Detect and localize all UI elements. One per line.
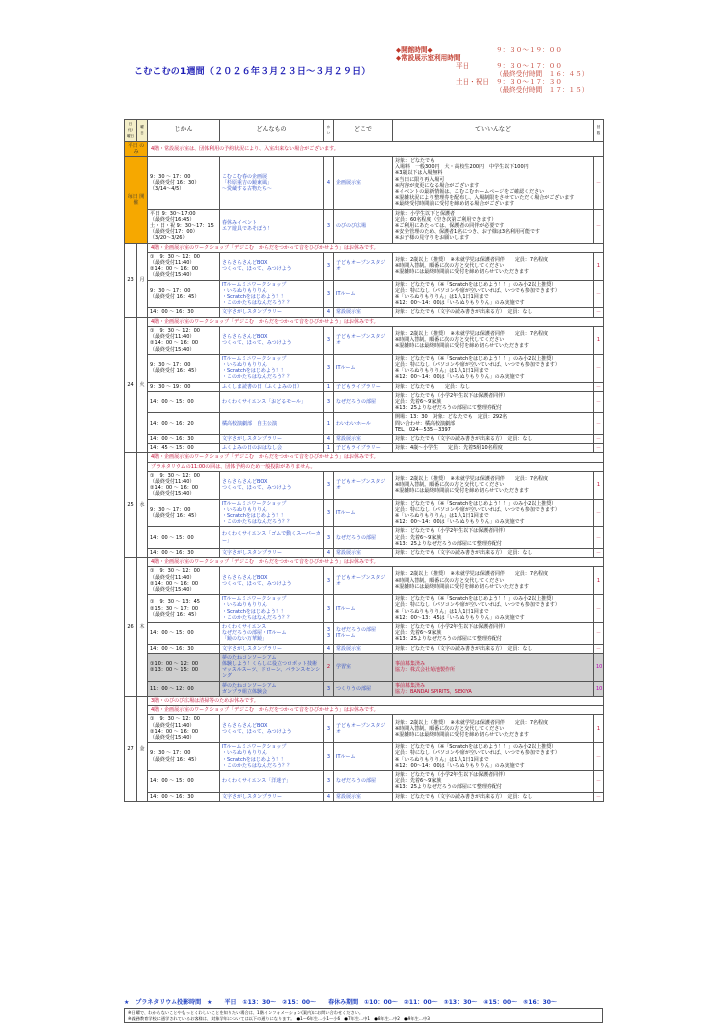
- table-row: [125, 382, 604, 391]
- event-title: ITルームミニワークショップ ・いろぬりもりりん ・Scratchをはじめよう！！ ・このかたちはなんだろう？？: [220, 354, 324, 382]
- day-of-week: 火: [137, 317, 148, 453]
- event-floor: 4: [324, 308, 334, 317]
- top-notice: 4階・常設展示室は、団体利用の予約状況により、入室出来ない場合がございます。: [148, 141, 604, 156]
- table-row: [125, 595, 604, 623]
- event-time: 9：30 ～ 17：00 （最終受付 16：30） （3/14～4/5）: [148, 157, 220, 210]
- event-details: 対象：2歳以上（推奨） ※未就学児は保護者同伴 定員：7名程度 ※時間入替制。順番に次の方と交代してください ※混雑時には最終時間前に受付を締め切らせていただきます: [393, 471, 594, 499]
- event-place: つくりうの部屋: [334, 681, 393, 696]
- event-details: 対象：どなたでも（文字の読み書きが出来る方） 定員：なし: [393, 434, 594, 443]
- event-place: なぜだろうの部屋: [334, 527, 393, 549]
- event-time: ① 9：30 ～ 13：45 ②15：30 ～ 17：00 （最終受付 16：45）: [148, 595, 220, 623]
- day-notice-row: [125, 317, 604, 326]
- table-row: [125, 681, 604, 696]
- event-floor: 3: [324, 527, 334, 549]
- event-floor: 3: [324, 209, 334, 243]
- event-count: －: [594, 527, 604, 549]
- event-title: わくわくサイエンス「ゴムで動くスーパーカー」: [220, 527, 324, 549]
- event-count: －: [594, 499, 604, 527]
- event-details: 事前募集済み 協力：BANDAI SPIRITS，SEKIYA: [393, 681, 594, 696]
- event-time: ①10：00 ～ 12：00 ②13：00 ～ 15：00: [148, 653, 220, 681]
- event-time: 14：00 ～ 16：30: [148, 644, 220, 653]
- event-title: ITルームミニワークショップ ・いろぬりもりりん ・Scratchをはじめよう！！ ・このかたちはなんだろう？？: [220, 280, 324, 308]
- event-place: 子どもオープンスタジオ: [334, 715, 393, 743]
- table-row: [125, 743, 604, 771]
- event-time: 9：30 ～ 17：00 （最終受付 16：45）: [148, 280, 220, 308]
- event-place: のびのび広場: [334, 209, 393, 243]
- event-time: 9：30 ～ 17：00 （最終受付 16：45）: [148, 499, 220, 527]
- event-floor: 3: [324, 715, 334, 743]
- event-count: 1: [594, 715, 604, 743]
- event-floor: 1: [324, 382, 334, 391]
- table-row: [125, 527, 604, 549]
- event-time: 14：00 ～ 16：30: [148, 548, 220, 557]
- event-count: －: [594, 743, 604, 771]
- event-place: 学習室: [334, 653, 393, 681]
- day-of-week: 水: [137, 453, 148, 558]
- open-hours-label: ◆開館時間◆: [396, 46, 433, 54]
- holiday-hours: ９：３０～１７：３０: [496, 78, 562, 86]
- daily-label: 毎日 開催: [125, 157, 148, 244]
- event-time: 平日 9：30～17:00 （最終受付16:45） 土・日・祝 9：30～17：15 （最終受付17：00） （3/20～3/26）: [148, 209, 220, 243]
- room-hours-label: ◆常設展示室利用時間: [396, 54, 461, 62]
- event-title: こむこむ春の企画展 「杉原重吉の鏡東風」 ～愛蔵する古物たち～: [220, 157, 324, 210]
- event-time: 14：00 ～ 15：00: [148, 623, 220, 645]
- event-title: ITルームミニワークショップ ・いろぬりもりりん ・Scratchをはじめよう！！ ・このかたちはなんだろう？？: [220, 595, 324, 623]
- event-details: 対象：2歳以上（推奨） ※未就学児は保護者同伴 定員：7名程度 ※時間入替制。順番に次の方と交代してください ※混雑時には最終時間前に受付を締め切らせていただきます: [393, 715, 594, 743]
- event-count: －: [594, 595, 604, 623]
- table-row: [125, 567, 604, 595]
- event-floor: 3: [324, 391, 334, 413]
- event-place: 子どもオープンスタジオ: [334, 567, 393, 595]
- event-details: 対象：どなたでも（※「Scratchをはじめよう！！」のみ小2以上推奨） 定員：特になし（パソコンや席が空いていれば、いつでも参加できます） ※「いろぬりもりりん」は1人1日1回まで ※12：00～14：00は「いろぬりもりりん」のみ実施です: [393, 743, 594, 771]
- day-notice: プラネタリウムの11:00の回は、団体予約のため一般投影がありません。: [148, 462, 604, 471]
- weekday-only-label: 平日 のみ: [125, 141, 148, 156]
- table-row: [125, 444, 604, 453]
- day-of-week: 木: [137, 558, 148, 697]
- day-notice-row: [125, 453, 604, 462]
- event-details: 開場：13：30 対象：どなたでも 定員：292名 問い合わせ：橘高校演劇部 TEL．024－535－3397: [393, 413, 594, 435]
- weekday-hours: ９：３０～１７：００: [496, 62, 562, 70]
- event-details: 対象：小学生以下と保護者 定員：60名程度（空き次第ご利用できます） ※ご利用にあたっては、保護者の同伴が必要です ※安全管理のため、保護者1名につき、お子様は3名利用可能です ※お子様の見守りをお願いします: [393, 209, 594, 243]
- event-title: ITルームミニワークショップ ・いろぬりもりりん ・Scratchをはじめよう！！ ・このかたちはなんだろう？？: [220, 499, 324, 527]
- event-place: 子どもライブラリー: [334, 382, 393, 391]
- event-count: －: [594, 209, 604, 243]
- weekday-label: 平日: [456, 62, 470, 70]
- table-row: [125, 157, 604, 210]
- event-time: 14：45 ～ 15：00: [148, 444, 220, 453]
- event-title: 文字さがしスタンプラリー: [220, 792, 324, 801]
- event-title: さらさらさんどBOX つくって、ほって、みつけよう: [220, 567, 324, 595]
- event-details: 対象：どなたでも（※「Scratchをはじめよう！！」のみ小2以上推奨） 定員：特になし（パソコンや席が空いていれば、いつでも参加できます） ※「いろぬりもりりん」は1人1日1回まで ※12：00～14：00は「いろぬりもりりん」のみ実施です: [393, 280, 594, 308]
- event-floor: 3: [324, 595, 334, 623]
- event-place: 常設展示室: [334, 434, 393, 443]
- day-notice-row: [125, 462, 604, 471]
- table-row: [125, 413, 604, 435]
- event-count: 10: [594, 653, 604, 681]
- event-floor: 3: [324, 471, 334, 499]
- event-details: 対象：どなたでも（※「Scratchをはじめよう！！」のみ小2以上推奨） 定員：特になし（パソコンや席が空いていれば、いつでも参加できます） ※「いろぬりもりりん」は1人1日1回まで ※12：00～14：00は「いろぬりもりりん」のみ実施です: [393, 499, 594, 527]
- table-row: [125, 644, 604, 653]
- event-title: ふくよみの日のおはなし会: [220, 444, 324, 453]
- event-floor: 3: [324, 354, 334, 382]
- day-notice: 4階・企画展示室のワークショップ「デジこむ からだをつかって音をひびかせよう」はお休みです。: [148, 243, 604, 252]
- table-row: [125, 548, 604, 557]
- event-time: 9：30 ～ 17：00 （最終受付 16：45）: [148, 743, 220, 771]
- event-details: 対象：どなたでも（※「Scratchをはじめよう！！」のみ小2以上推奨） 定員：特になし（パソコンや席が空いていれば、いつでも参加できます） ※「いろぬりもりりん」は1人1日1回まで ※12：00～13：45は「いろぬりもりりん」のみ実施です: [393, 595, 594, 623]
- header-how: ていいんなど: [393, 120, 594, 142]
- event-count: －: [594, 280, 604, 308]
- table-row: [125, 326, 604, 354]
- day-notice: 4階・企画展示室のワークショップ「デジこむ からだをつかって音をひびかせよう」はお休みです。: [148, 317, 604, 326]
- event-title: 春休みイベント エア遊具であそぼう！: [220, 209, 324, 243]
- event-place: ITルーム: [334, 280, 393, 308]
- day-notice: 4階・企画展示室のワークショップ「デジこむ からだをつかって音をひびかせよう」はお休みです。: [148, 558, 604, 567]
- event-time: 14：00 ～ 16：30: [148, 308, 220, 317]
- event-title: 橘高校演劇部 自主公演: [220, 413, 324, 435]
- event-count: －: [594, 382, 604, 391]
- table-row: [125, 391, 604, 413]
- event-place: 子どもライブラリー: [334, 444, 393, 453]
- day-number: 27: [125, 697, 137, 802]
- event-place: なぜだろうの部屋: [334, 391, 393, 413]
- event-title: さらさらさんどBOX つくって、ほって、みつけよう: [220, 326, 324, 354]
- event-title: 文字さがしスタンプラリー: [220, 548, 324, 557]
- day-notice-row: [125, 243, 604, 252]
- event-floor: 3 3: [324, 623, 334, 645]
- event-place: ITルーム: [334, 499, 393, 527]
- event-title: わくわくサイエンス「洋迷子」: [220, 771, 324, 793]
- event-details: 対象：どなたでも（文字の読み書きが出来る方） 定員：なし: [393, 644, 594, 653]
- event-place: ITルーム: [334, 743, 393, 771]
- event-count: －: [594, 308, 604, 317]
- event-time: ① 9：30 ～ 12：00 （最終受付11:40） ②14：00 ～ 16：00 （最終受付15:40）: [148, 471, 220, 499]
- day-notice-row: [125, 697, 604, 706]
- event-details: 対象：どなたでも（文字の読み書きが出来る方） 定員：なし: [393, 548, 594, 557]
- event-place: 企画展示室: [334, 157, 393, 210]
- day-number: 26: [125, 558, 137, 697]
- event-details: 対象：どなたでも 入場料 一般300円 大・高校生200円 中学生以下100円 ※3歳以下は入場無料 ※当日に限り再入場可 ※内容が変更になる場合がございます ※イベントの最新情報は、こむこむホームページをご確認ください ※混雑状況により整理券を配布し、入場制限をさせていただく場合がございます ※最終受付時間前に受付を締め切る場合がございます: [393, 157, 594, 210]
- event-time: 14：00 ～ 16：30: [148, 792, 220, 801]
- event-details: 対象：どなたでも（小学2年生以下は保護者同伴） 定員：先着6～9家族 ※13：25よりなぜだろうの部屋にて整理券配付: [393, 527, 594, 549]
- event-floor: 3: [324, 743, 334, 771]
- event-details: 対象：2歳以上（推奨） ※未就学児は保護者同伴 定員：7名程度 ※時間入替制。順番に次の方と交代してください ※混雑時には最終時間前に受付を締め切らせていただきます: [393, 326, 594, 354]
- table-row: [125, 308, 604, 317]
- planetarium-times: ★ プラネタリウム投影時間 ★ 平日 ①13：30～ ②15：00～ 春休み期間 ①10：00～ ②11：00～ ③13：30～ ④15：00～ ⑤16：30～: [124, 999, 557, 1006]
- day-number: 24: [125, 317, 137, 453]
- day-number: 25: [125, 453, 137, 558]
- event-time: ① 9：30 ～ 12：00 （最終受付11:40） ②14：00 ～ 16：00 （最終受付15:40）: [148, 252, 220, 280]
- event-place: なぜだろうの部屋 ITルーム: [334, 623, 393, 645]
- holiday-last-entry: （最終受付時間 １７：１５）: [496, 86, 589, 94]
- header-count: 回数: [594, 120, 604, 142]
- event-count: 10: [594, 681, 604, 696]
- event-time: 9：30 ～ 17：00 （最終受付 16：45）: [148, 354, 220, 382]
- table-row: [125, 792, 604, 801]
- event-floor: 2: [324, 653, 334, 681]
- day-of-week: 金: [137, 697, 148, 802]
- header-date: 日付/曜日: [125, 120, 137, 142]
- event-place: ITルーム: [334, 354, 393, 382]
- event-title: さらさらさんどBOX つくって、ほって、みつけよう: [220, 471, 324, 499]
- open-hours-value: ９：３０～１９：００: [496, 46, 562, 54]
- event-count: －: [594, 771, 604, 793]
- weekday-last-entry: （最終受付時間 １６：４５）: [496, 70, 589, 78]
- event-count: 1: [594, 567, 604, 595]
- day-notice-row: [125, 558, 604, 567]
- table-row: [125, 209, 604, 243]
- event-time: 9：30 ～ 19：00: [148, 382, 220, 391]
- event-count: －: [594, 444, 604, 453]
- table-header-row: [125, 120, 604, 142]
- event-place: 常設展示室: [334, 548, 393, 557]
- event-count: －: [594, 354, 604, 382]
- event-place: わいわいホール: [334, 413, 393, 435]
- event-place: 子どもオープンスタジオ: [334, 252, 393, 280]
- event-floor: 4: [324, 548, 334, 557]
- event-count: －: [594, 391, 604, 413]
- day-number: 23: [125, 243, 137, 317]
- event-details: 対象：4歳～小学生 定員：先着5組10名程度: [393, 444, 594, 453]
- event-details: 対象：どなたでも（※「Scratchをはじめよう！！」のみ小2以上推奨） 定員：特になし（パソコンや席が空いていれば、いつでも参加できます） ※「いろぬりもりりん」は1人1日1回まで ※12：00～14：00は「いろぬりもりりん」のみ実施です: [393, 354, 594, 382]
- event-floor: 1: [324, 413, 334, 435]
- event-title: 文字さがしスタンプラリー: [220, 644, 324, 653]
- header-time: じかん: [148, 120, 220, 142]
- event-time: 14：00 ～ 15：00: [148, 527, 220, 549]
- footer-notes: [124, 1008, 603, 1023]
- event-floor: 3: [324, 280, 334, 308]
- table-row: [125, 653, 604, 681]
- event-details: 対象：どなたでも（小学2年生以下は保護者同伴） 定員：先着6～9家族 ※13：25よりなぜだろうの部屋にて整理券配付: [393, 391, 594, 413]
- event-title: 文字さがしスタンプラリー: [220, 434, 324, 443]
- table-row: [125, 471, 604, 499]
- day-notice-row: [125, 706, 604, 715]
- event-time: 14：00 ～ 15：00: [148, 771, 220, 793]
- event-time: 14：00 ～ 16：30: [148, 434, 220, 443]
- header-floor: かい: [324, 120, 334, 142]
- event-details: 対象：どなたでも（文字の読み書きが出来る方） 定員：なし: [393, 308, 594, 317]
- event-title: 文字さがしスタンプラリー: [220, 308, 324, 317]
- event-floor: 4: [324, 644, 334, 653]
- page-title: こむこむの1週間（２０２６年３月２３日～３月２９日）: [134, 67, 371, 77]
- event-place: 子どもオープンスタジオ: [334, 471, 393, 499]
- day-notice: 4階・企画展示室のワークショップ「デジこむ からだをつかって音をひびかせよう」はお休みです。: [148, 706, 604, 715]
- event-floor: 4: [324, 434, 334, 443]
- event-floor: 3: [324, 771, 334, 793]
- event-floor: 4: [324, 157, 334, 210]
- event-floor: 4: [324, 792, 334, 801]
- event-details: 対象：どなたでも（小学2年生以下は保護者同伴） 定員：先着6～9家族 ※13：25よりなぜだろうの部屋にて整理券配付: [393, 623, 594, 645]
- event-count: 1: [594, 252, 604, 280]
- holiday-label: 土日・祝日: [456, 78, 489, 86]
- table-row: [125, 771, 604, 793]
- event-floor: 3: [324, 499, 334, 527]
- event-details: 事前募集済み 協力：株式会社菊池製作所: [393, 653, 594, 681]
- event-place: 常設展示室: [334, 308, 393, 317]
- event-floor: 1: [324, 444, 334, 453]
- table-row: [125, 252, 604, 280]
- event-details: 対象：どなたでも 定員：なし: [393, 382, 594, 391]
- header-where: どこで: [334, 120, 393, 142]
- table-row: [125, 354, 604, 382]
- table-row: [125, 434, 604, 443]
- event-floor: 3: [324, 252, 334, 280]
- event-count: －: [594, 413, 604, 435]
- event-details: 対象：どなたでも（文字の読み書きが出来る方） 定員：なし: [393, 792, 594, 801]
- event-place: ITルーム: [334, 595, 393, 623]
- event-floor: 3: [324, 681, 334, 696]
- header-what: どんなもの: [220, 120, 324, 142]
- event-time: ① 9：30 ～ 12：00 （最終受付11:40） ②14：00 ～ 16：00 （最終受付15:40）: [148, 326, 220, 354]
- event-count: －: [594, 792, 604, 801]
- table-row: [125, 499, 604, 527]
- event-count: －: [594, 623, 604, 645]
- event-title: わくわくサイエンス「おどるモール」: [220, 391, 324, 413]
- header-dow: 曜日: [137, 120, 148, 142]
- event-count: －: [594, 157, 604, 210]
- event-count: －: [594, 434, 604, 443]
- event-details: 対象：2歳以上（推奨） ※未就学児は保護者同伴 定員：7名程度 ※時間入替制。順番に次の方と交代してください ※混雑時には最終時間前に受付を締め切らせていただきます: [393, 252, 594, 280]
- event-details: 対象：どなたでも（小学2年生以下は保護者同伴） 定員：先着6～9家族 ※13：25よりなぜだろうの部屋にて整理券配付: [393, 771, 594, 793]
- event-floor: 3: [324, 326, 334, 354]
- event-time: ① 9：30 ～ 12：00 （最終受付11:40） ②14：00 ～ 16：00 （最終受付15:40）: [148, 567, 220, 595]
- event-time: 11：00 ～ 12：00: [148, 681, 220, 696]
- table-row: [125, 280, 604, 308]
- event-place: 子どもオープンスタジオ: [334, 326, 393, 354]
- event-title: さらさらさんどBOX つくって、ほって、みつけよう: [220, 715, 324, 743]
- table-row: [125, 623, 604, 645]
- event-count: －: [594, 644, 604, 653]
- day-notice: 3階・のびのび広場は清掃等のためお休みです。: [148, 697, 604, 706]
- event-count: 1: [594, 326, 604, 354]
- event-title: さらさらさんどBOX つくって、ほって、みつけよう: [220, 252, 324, 280]
- footer-note-2: ※義務教育学校に通学されているお客様は、対象学年については以下の通りになります。 ●1～6年生…小1～小6 ●7年生…中1 ●8年生…中2 ●9年生…中3: [128, 1015, 430, 1021]
- event-floor: 3: [324, 567, 334, 595]
- event-time: ① 9：30 ～ 12：00 （最終受付11:40） ②14：00 ～ 16：00 （最終受付15:40）: [148, 715, 220, 743]
- top-notice-row: [125, 141, 604, 156]
- event-count: －: [594, 548, 604, 557]
- event-place: なぜだろうの部屋: [334, 771, 393, 793]
- event-count: 1: [594, 471, 604, 499]
- table-row: [125, 715, 604, 743]
- event-details: 対象：2歳以上（推奨） ※未就学児は保護者同伴 定員：7名程度 ※時間入替制。順番に次の方と交代してください ※混雑時には最終時間前に受付を締め切らせていただきます: [393, 567, 594, 595]
- day-notice: 4階・企画展示室のワークショップ「デジこむ からだをつかって音をひびかせよう」はお休みです。: [148, 453, 604, 462]
- day-of-week: 月: [137, 243, 148, 317]
- event-place: 常設展示室: [334, 644, 393, 653]
- opening-hours: [396, 46, 588, 94]
- event-title: わくわくサイエンス なぜだろうの部屋・ITルーム 「鏡のない万華鏡」: [220, 623, 324, 645]
- event-title: ふくしま読書の日（ふくよみの日）: [220, 382, 324, 391]
- event-time: 14：00 ～ 15：00: [148, 391, 220, 413]
- footer-note-1: ※日曜で、わからないことやもっとくわしいことを知りたい場合は、1階インフォメーション(案内)にお問い合わせください。: [128, 1010, 364, 1015]
- event-time: 14：00 ～ 16：20: [148, 413, 220, 435]
- event-title: 夢のたねコンソーシアム ガンプラ組立体験会: [220, 681, 324, 696]
- weekly-schedule-table: [124, 119, 604, 802]
- event-place: 常設展示室: [334, 792, 393, 801]
- event-title: ITルームミニワークショップ ・いろぬりもりりん ・Scratchをはじめよう！！ ・このかたちはなんだろう？？: [220, 743, 324, 771]
- event-title: 夢のたねコンソーシアム 体験しよう！くらしに役立つロボット技術 マッスルスーツ、ドローン、バランスセンシング: [220, 653, 324, 681]
